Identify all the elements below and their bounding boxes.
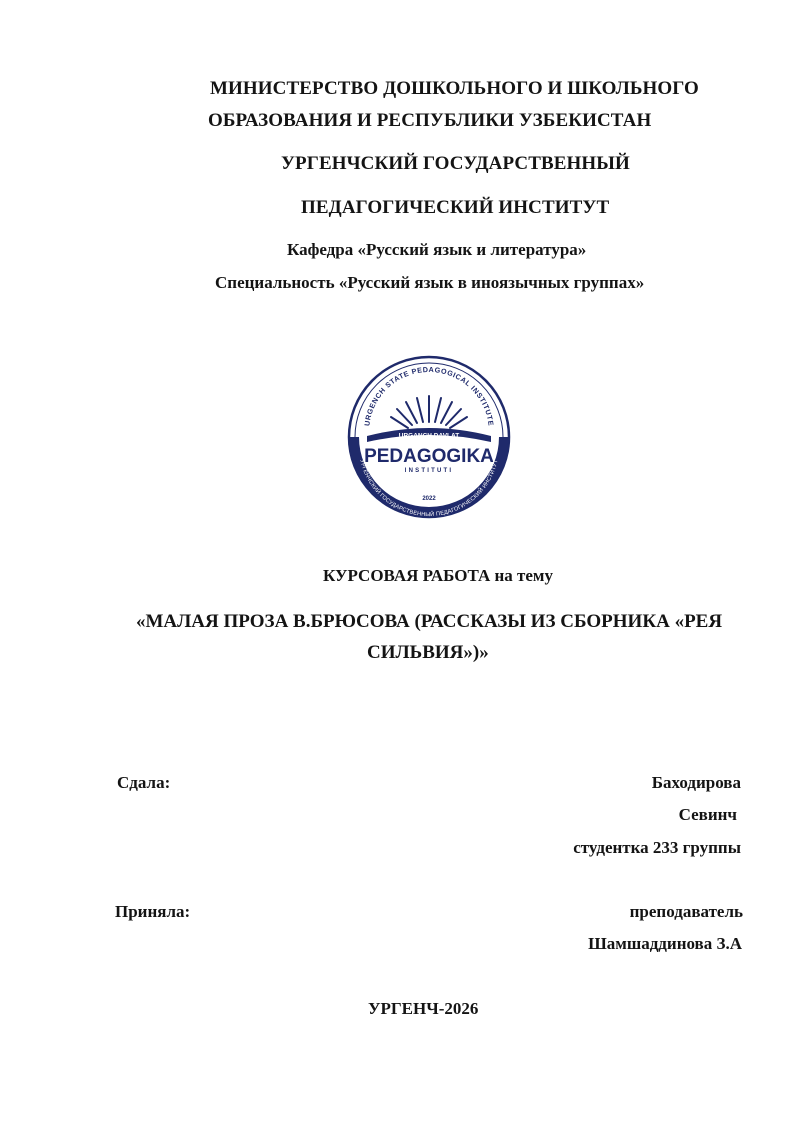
work-type-bold: КУРСОВАЯ РАБОТА xyxy=(323,566,491,585)
work-type-suffix: на тему xyxy=(490,566,554,585)
work-title-line-1: «МАЛАЯ ПРОЗА В.БРЮСОВА (РАССКАЗЫ ИЗ СБОРНИКА «РЕЯ xyxy=(136,611,723,632)
ministry-line-2: ОБРАЗОВАНИЯ И РЕСПУБЛИКИ УЗБЕКИСТАН xyxy=(208,110,652,131)
student-name: Севинч xyxy=(678,805,737,824)
work-type xyxy=(323,567,553,584)
department: Кафедра «Русский язык и литература» xyxy=(287,240,587,259)
institute-logo xyxy=(339,354,519,520)
ministry-line-1: МИНИСТЕРСТВО ДОШКОЛЬНОГО И ШКОЛЬНОГО xyxy=(210,78,699,99)
logo-ribbon-text: URGANCH DAVLAT xyxy=(398,432,460,440)
logo-year: 2022 xyxy=(422,496,436,502)
teacher-role: преподаватель xyxy=(629,902,743,921)
logo-main-text: PEDAGOGIKA xyxy=(364,446,494,467)
student-group: студентка 233 группы xyxy=(573,838,741,857)
institute-line-2: ПЕДАГОГИЧЕСКИЙ ИНСТИТУТ xyxy=(301,197,610,218)
work-title-line-2: СИЛЬВИЯ»)» xyxy=(367,642,489,663)
teacher-name: Шамшаддинова З.А xyxy=(588,934,742,953)
logo-sub-text: INSTITUTI xyxy=(404,468,454,474)
student-surname: Баходирова xyxy=(651,773,741,792)
institute-line-1: УРГЕНЧСКИЙ ГОСУДАРСТВЕННЫЙ xyxy=(281,153,630,174)
logo-bottom-arc-text: УРГЕНЧСКИЙ ГОСУДАРСТВЕННЫЙ ПЕДАГОГИЧЕСКИЙ ИНСТИТУТ xyxy=(358,459,500,519)
logo-top-arc-text: URGENCH STATE PEDAGOGICAL INSTITUTE xyxy=(362,364,496,427)
submitted-label: Сдала: xyxy=(117,773,171,792)
city-year: УРГЕНЧ-2026 xyxy=(368,999,479,1018)
accepted-label: Приняла: xyxy=(115,902,191,921)
specialty: Специальность «Русский язык в иноязычных группах» xyxy=(215,273,645,292)
